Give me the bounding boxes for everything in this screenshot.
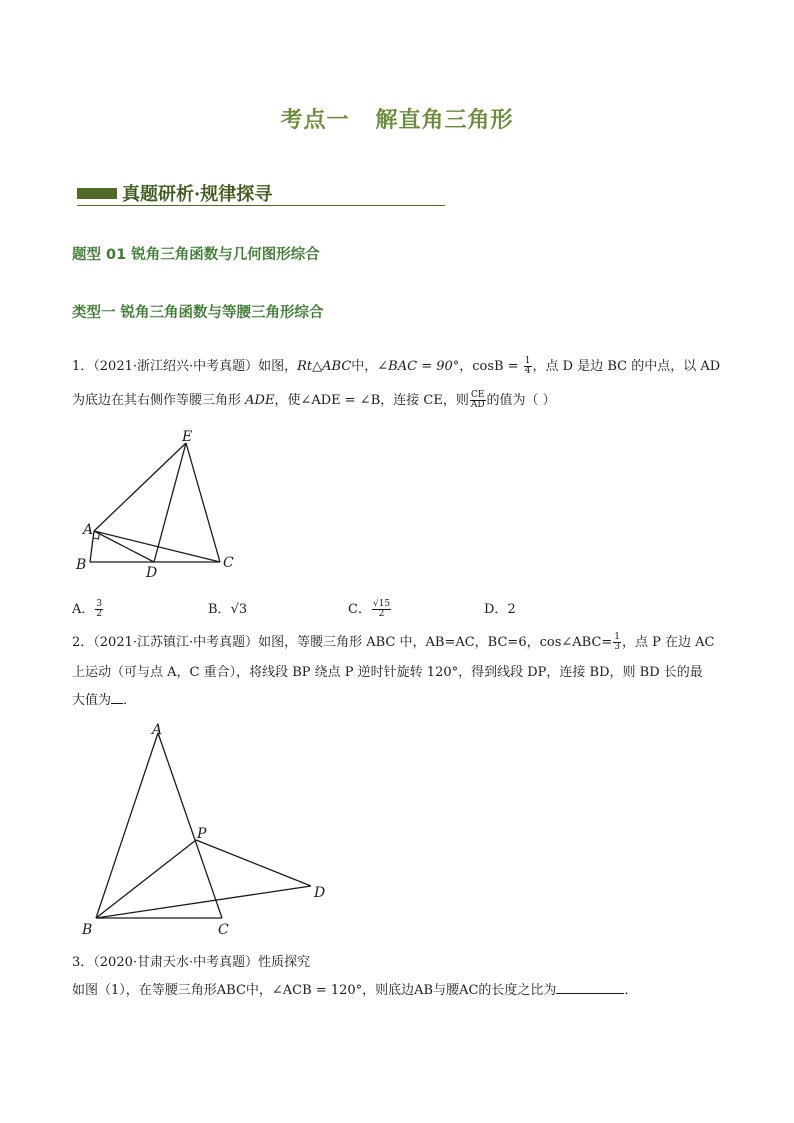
label-b: B [76,557,87,573]
option-d[interactable]: D．2 [484,602,516,617]
segment-ab [96,733,158,918]
question-2-figure [78,717,338,942]
banner-underline [77,205,445,206]
title-part-2: 解直角三角形 [375,108,514,133]
title-part-1: 考点一 [280,108,350,133]
question-1-figure [70,425,250,585]
question-1-line-1: 1．（2021·浙江绍兴·中考真题）如图，Rt△ABC中，∠BAC = 90°，cosB = $\frac{1}{4}$ ，点 D 是边 BC 的中点，以 AD [72,356,721,376]
cos-b-fraction: $\frac{1}{4}$ [524,356,531,376]
banner-heading: 真题研析·规律探寻 [122,184,273,205]
label-p: P [197,826,207,842]
label-c: C [223,555,234,571]
question-2-line-2: 上运动（可与点 A，C 重合），将线段 BP 绕点 P 逆时针旋转 120°，得到线段 DP，连接 BD，则 BD 长的最 [72,665,703,680]
question-3-line-1: 3．（2020·甘肃天水·中考真题）性质探究 [72,955,311,970]
segment-ac [94,531,220,562]
option-c[interactable]: C． $\frac{√15}{2}$ [348,599,391,619]
answer-blank-3[interactable] [556,980,624,994]
segment-bp [96,840,196,918]
question-2-line-3: 大值为 ． [72,690,727,711]
segment-ac [158,733,222,918]
segment-ce [186,443,220,562]
question-3-line-2: 如图（1），在等腰三角形ABC中，∠ACB = 120°，则底边AB与腰AC的长度之比为 ． [72,980,727,1001]
segment-bd [96,886,311,918]
segment-ae [94,443,186,531]
label-e: E [182,429,193,445]
label-c: C [218,922,229,938]
label-b: B [82,922,93,938]
option-a[interactable]: A． $\frac{3}{2}$ [72,599,103,619]
sub-type-heading: 类型一 锐角三角函数与等腰三角形综合 [72,305,324,321]
segment-pd [196,840,311,886]
label-a: A [152,722,163,738]
question-1-line-2: 为底边在其右侧作等腰三角形 ADE，使∠ADE = ∠B，连接 CE，则 $\frac{CE}{AD}$ 的值为（ ） [72,390,556,410]
label-d: D [146,565,158,581]
label-a: A [83,522,94,538]
ce-ad-fraction: $\frac{CE}{AD}$ [470,390,485,410]
question-2-line-1: 2．（2021·江苏镇江·中考真题）如图，等腰三角形 ABC 中，AB=AC，BC=6，cos∠ABC= $\frac{1}{3}$ ，点 P 在边 AC [72,632,715,652]
option-b[interactable]: B．√3 [208,602,248,617]
type-heading: 题型 01 锐角三角函数与几何图形综合 [72,247,320,263]
cos-abc-fraction: $\frac{1}{3}$ [614,632,621,652]
label-d: D [314,885,326,901]
answer-blank-2[interactable] [111,690,123,704]
page-title [0,103,794,134]
segment-de [154,443,186,562]
banner-bar [77,188,117,199]
segment-ad [94,531,154,562]
